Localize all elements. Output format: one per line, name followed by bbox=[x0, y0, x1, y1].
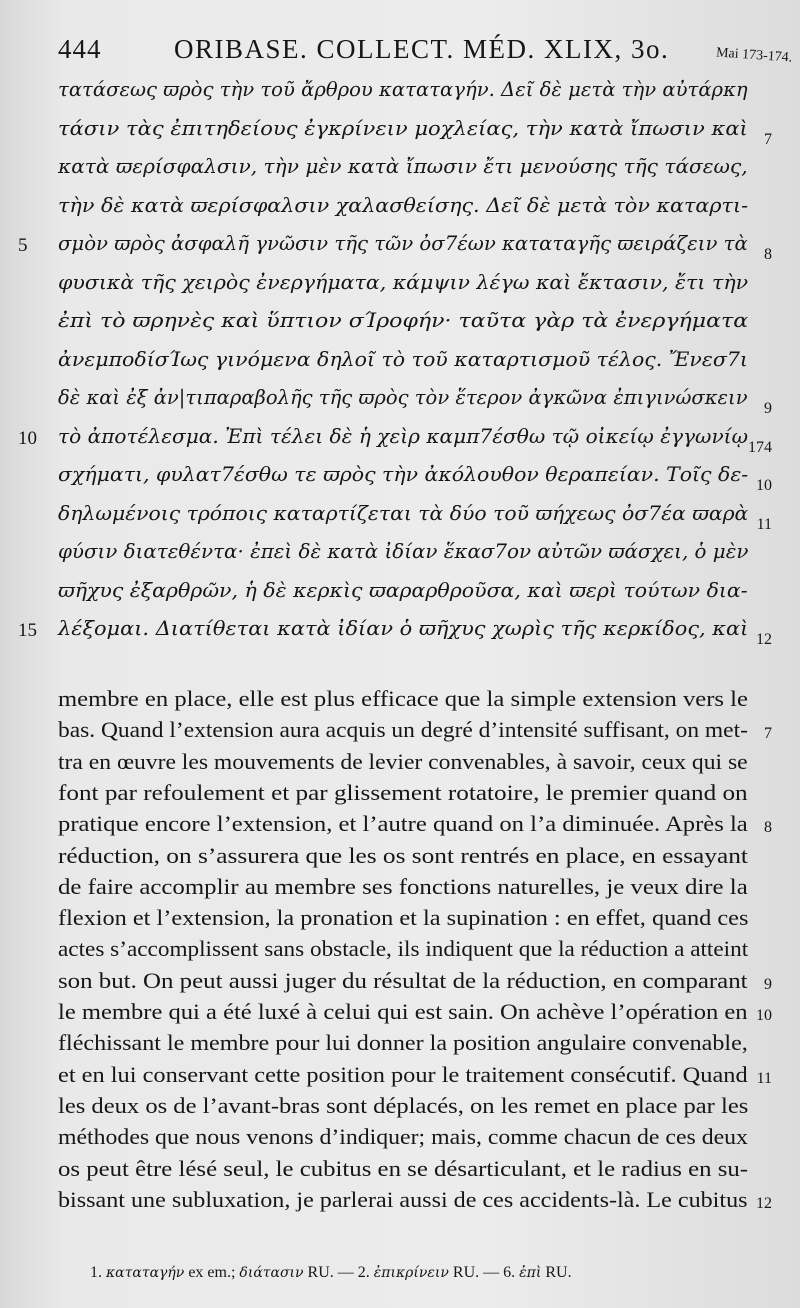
translation-line: fléchissant le membre pour lui donner la position angulaire convenable, bbox=[58, 1030, 748, 1056]
footnote-greek-word: ἐπὶ bbox=[519, 1265, 542, 1281]
greek-line: τάσιν τὰς ἐπιτηδείους ἐγκρίνειν μοχλείας, τὴν κατὰ ἴπωσιν καὶ bbox=[58, 116, 748, 140]
translation-line: et en lui conservant cette position pour le traitement consécutif. Quand bbox=[58, 1061, 748, 1087]
line-number: 15 bbox=[18, 620, 37, 641]
margin-section-number: 11 bbox=[756, 515, 772, 533]
translation-line: font par refoulement et par glissement rotatoire, le premier quand on bbox=[58, 779, 748, 805]
greek-line: τὴν δὲ κατὰ ϖερίσφαλσιν χαλασθείσης. Δεῖ δὲ μετὰ τὸν καταρτι- bbox=[58, 193, 749, 217]
translation-line: os peut être lésé seul, le cubitus en se désarticulant, et le radius en su- bbox=[58, 1155, 749, 1181]
greek-line: σμὸν ϖρὸς ἀσφαλῆ γνῶσιν τῆς τῶν ὀσ7έων καταταγῆς ϖειράζειν τὰ bbox=[58, 232, 748, 255]
footnote bbox=[90, 1264, 572, 1282]
margin-section-number: 12 bbox=[756, 631, 772, 648]
greek-line: λέξομαι. Διατίθεται κατὰ ἰδίαν ὁ ϖῆχυς χωρὶς τῆς κερκίδος, καὶ bbox=[58, 617, 749, 640]
translation-line: bissant une subluxation, je parlerai aussi de ces accidents-là. Le cubitus bbox=[58, 1186, 748, 1212]
greek-line: φύσιν διατεθέντα· ἐπεὶ δὲ κατὰ ἰδίαν ἕκασ7ον αὐτῶν ϖάσχει, ὁ μὲν bbox=[58, 540, 749, 563]
page-number: 444 bbox=[58, 34, 102, 64]
margin-section-number: 11 bbox=[756, 1069, 772, 1087]
greek-line: ἀνεμποδίσΊως γινόμενα δηλοῖ τὸ τοῦ καταρτισμοῦ τέλος. Ἔνεσ7ι bbox=[58, 347, 748, 371]
translation-line: les deux os de l’avant-bras sont déplacés, on les remet en place par les bbox=[58, 1092, 749, 1118]
margin-section-number: 8 bbox=[764, 246, 772, 263]
line-number: 10 bbox=[18, 427, 37, 449]
greek-line: τατάσεως ϖρὸς τὴν τοῦ ἄρθρου καταταγήν. Δεῖ δὲ μετὰ τὴν αὐτάρκη bbox=[58, 78, 748, 101]
margin-section-number: 9 bbox=[764, 400, 772, 417]
greek-line: κατὰ ϖερίσφαλσιν, τὴν μὲν κατὰ ἴπωσιν ἔτι μενούσης τῆς τάσεως, bbox=[58, 155, 748, 178]
footnote-text: RU. — 6. bbox=[448, 1264, 520, 1281]
translation-line: bas. Quand l’extension aura acquis un degré d’intensité suffisant, on met- bbox=[58, 717, 748, 743]
margin-section-number: 9 bbox=[764, 975, 772, 993]
footnote-greek-word: καταταγήν bbox=[106, 1265, 185, 1281]
translation-line: le membre qui a été luxé à celui qui est sain. On achève l’opération en bbox=[58, 999, 748, 1024]
margin-section-number: 174 bbox=[748, 438, 772, 456]
greek-line: τὸ ἀποτέλεσμα. Ἐπὶ τέλει δὲ ἡ χεὶρ καμπ7έσθω τῷ οἰκείῳ ἐγγωνίῳ bbox=[58, 424, 748, 448]
margin-section-number: 8 bbox=[764, 819, 772, 837]
greek-line: φυσικὰ τῆς χειρὸς ἐνεργήματα, κάμψιν λέγω καὶ ἔκτασιν, ἔτι τὴν bbox=[58, 270, 749, 294]
footnote-text: ex em.; bbox=[184, 1264, 240, 1281]
translation-line: de faire accomplir au membre ses fonctions naturelles, je veux dire la bbox=[58, 873, 748, 899]
greek-line: δὲ καὶ ἐξ ἀν|τιπαραβολῆς τῆς ϖρὸς τὸν ἕτερον ἀγκῶνα ἐπιγινώσκειν bbox=[58, 386, 748, 409]
footnote-greek-word: ἐπικρίνειν bbox=[373, 1265, 449, 1281]
translation-line: actes s’accomplissent sans obstacle, ils indiquent que la réduction a atteint bbox=[58, 936, 749, 962]
translation-line: réduction, on s’assurera que les os sont rentrés en place, en essayant bbox=[58, 842, 748, 868]
translation-line: pratique encore l’extension, et l’autre quand on l’a diminuée. Après la bbox=[58, 811, 748, 837]
translation-line: membre en place, elle est plus efficace que la simple extension vers le bbox=[58, 686, 748, 711]
margin-section-number: 7 bbox=[764, 725, 772, 743]
greek-line: ϖῆχυς ἐξαρθρῶν, ἡ δὲ κερκὶς ϖαραρθροῦσα, καὶ ϖερὶ τούτων δια- bbox=[58, 578, 748, 602]
line-number: 5 bbox=[18, 235, 28, 256]
translation-line: tra en œuvre les mouvements de levier convenables, à savoir, ceux qui se bbox=[58, 748, 748, 774]
translation-line: méthodes que nous venons d’indiquer; mais, comme chacun de ces deux bbox=[58, 1124, 748, 1150]
margin-reference: Mai 173-174. bbox=[715, 45, 793, 66]
footnote-number: 1. bbox=[90, 1264, 102, 1281]
footnote-text: RU. bbox=[541, 1264, 572, 1281]
margin-section-number: 10 bbox=[756, 477, 772, 494]
greek-line: ἐπὶ τὸ ϖρηνὲς καὶ ὕπτιον σΊροφήν· ταῦτα γὰρ τὰ ἐνεργήματα bbox=[58, 309, 749, 332]
footnote-greek-word: διάτασιν bbox=[239, 1265, 304, 1281]
translation-line: flexion et l’extension, la pronation et la supination : en effet, quand ces bbox=[58, 905, 749, 931]
greek-line: σχήματι, φυλατ7έσθω τε ϖρὸς τὴν ἀκόλουθον θεραπείαν. Τοῖς δε- bbox=[58, 463, 749, 486]
margin-section-number: 12 bbox=[756, 1194, 772, 1212]
running-title: ORIBASE. COLLECT. MÉD. XLIX, 3o. bbox=[174, 34, 670, 64]
margin-section-number: 7 bbox=[764, 130, 772, 148]
margin-section-number: 10 bbox=[756, 1007, 772, 1024]
translation-line: son but. On peut aussi juger du résultat de la réduction, en comparant bbox=[58, 967, 748, 993]
footnote-text: RU. — 2. bbox=[303, 1264, 374, 1281]
greek-line: δηλωμένοις τρόποις καταρτίζεται τὰ δύο τοῦ ϖήχεως ὀσ7έα ϖαρὰ bbox=[58, 501, 749, 525]
page-header bbox=[58, 30, 758, 66]
